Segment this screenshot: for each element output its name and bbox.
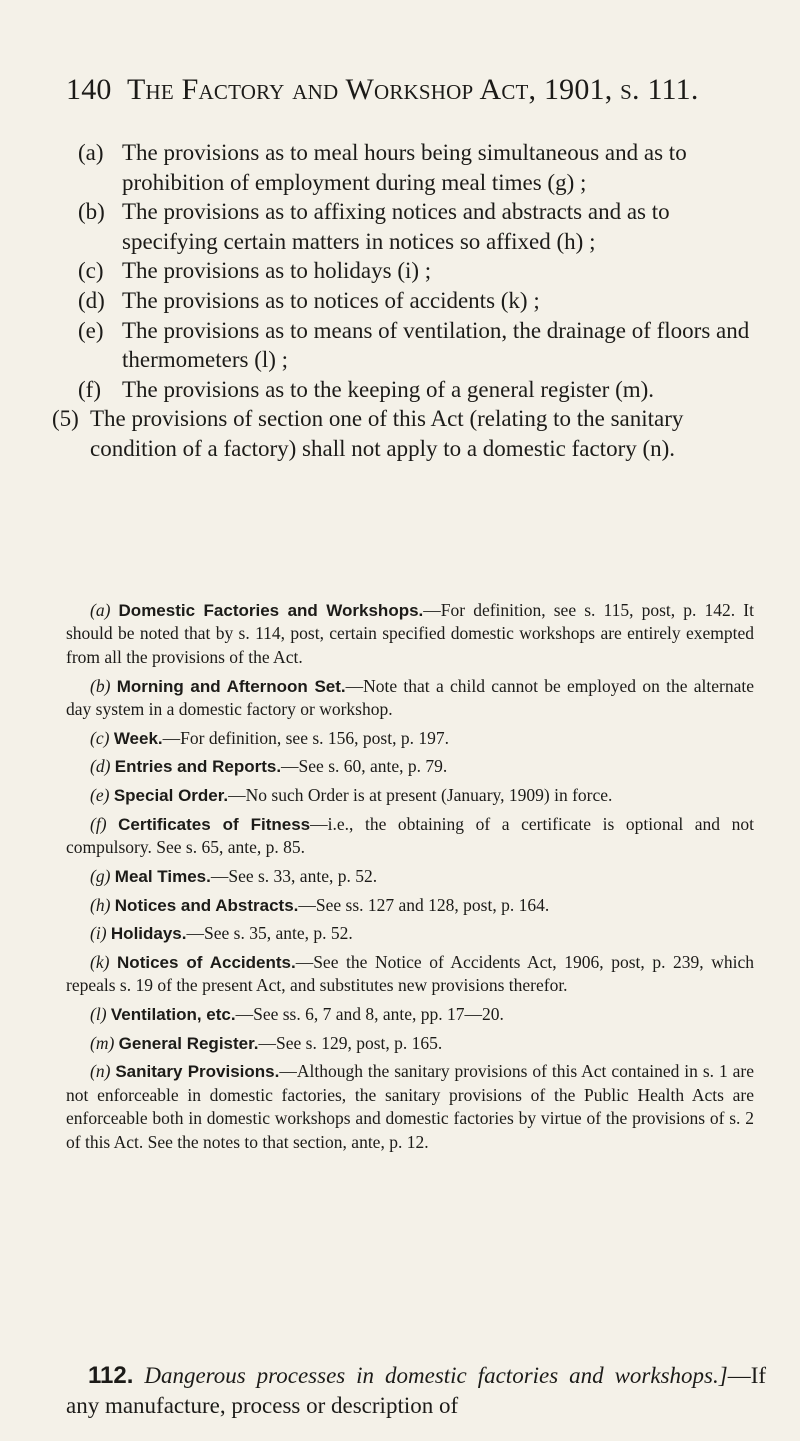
note-text: —See the Notice of Accidents Act, 1906, post, p. 239, which repeals s. 19 of the present Act, and substitutes new provisions therefor. [66,951,755,996]
footnote [66,1003,754,1026]
note-text: —Although the sanitary provisions of this Act contained in s. 1 are not enforceable in domestic factories, the sanitary provisions of the Public Health Acts are enforceable both in domestic workshops and domestic factories by virtue of the provisions of s. 2 of this Act. See the notes to that section, ante, p. 12. [66,1061,755,1152]
page-number: 140 [66,73,112,106]
item-text: The provisions as to notices of accidents (k) ; [122,287,540,313]
footnote [66,784,754,807]
item-number: (d) [78,287,105,313]
section-title: Dangerous processes in domestic factories and workshops.] [144,1363,728,1388]
note-mark: (a) [90,600,111,620]
item-number: (5) [52,406,79,432]
item-text: The provisions as to meal hours being simultaneous and as to prohibition of employment during meal times (g) ; [122,140,687,195]
item-text: The provisions as to holidays (i) ; [122,258,432,284]
item-text: The provisions of section one of this Act (relating to the sanitary condition of a factory) shall not apply to a domestic factory (n). [90,406,684,461]
note-mark: (d) [90,756,111,777]
footnote [66,727,754,750]
note-text: —See s. 60, ante, p. 79. [281,756,448,777]
list-item [78,256,758,286]
footnote [66,894,754,917]
note-text: —See s. 33, ante, p. 52. [210,865,378,886]
footnotes [66,599,754,1159]
note-heading: Morning and Afternoon Set. [116,676,346,696]
running-title: The Factory and Workshop Act, 1901, s. 111. [127,73,699,106]
provision-list [52,138,758,464]
section-112 [66,1361,766,1421]
note-text: —See ss. 127 and 128, post, p. 164. [298,894,550,915]
list-item [78,138,758,197]
note-heading: Notices and Abstracts. [114,895,299,915]
item-text: The provisions as to means of ventilation, the drainage of floors and thermometers (l) ; [122,317,750,373]
footnote [66,922,754,945]
note-heading: Meal Times. [114,866,211,886]
footnote [66,1060,754,1154]
note-text: —See ss. 6, 7 and 8, ante, pp. 17—20. [235,1004,504,1025]
note-mark: (i) [90,923,107,944]
footnote [66,813,754,860]
note-mark: (h) [90,894,111,915]
note-mark: (l) [90,1004,107,1025]
note-mark: (c) [90,727,110,748]
note-heading: General Register. [118,1033,259,1053]
note-heading: Entries and Reports. [114,757,282,777]
section-text: —If any manufacture, process or description of [66,1363,767,1418]
footnote [66,599,754,669]
item-text: The provisions as to the keeping of a general register (m). [122,376,655,402]
item-number: (f) [78,376,101,402]
note-heading: Domestic Factories and Workshops. [118,601,424,620]
item-number: (e) [78,317,104,343]
note-mark: (m) [90,1032,115,1053]
footnote [66,865,754,888]
note-text: —For definition, see s. 156, post, p. 197. [162,727,449,748]
list-item [52,404,758,463]
note-text: —Note that a child cannot be employed on the alternate day system in a domestic factory or workshop. [66,675,755,719]
note-text: —i.e., the obtaining of a certificate is optional and not compulsory. See s. 65, ante, p. 85. [66,813,754,858]
item-number: (c) [78,258,104,284]
note-heading: Special Order. [113,786,229,806]
note-text: —See s. 129, post, p. 165. [258,1032,443,1053]
item-number: (a) [78,140,104,165]
note-heading: Week. [113,728,163,748]
note-mark: (e) [90,785,110,806]
note-text: —For definition, see s. 115, post, p. 142. It should be noted that by s. 114, post, certain specified domestic workshops are entirely exempted from all the provisions of the Act. [66,600,754,667]
footnote [66,1032,754,1055]
note-mark: (g) [90,865,111,886]
note-mark: (f) [90,813,107,834]
item-number: (b) [78,199,105,225]
note-heading: Certificates of Fitness [118,814,311,834]
note-heading: Holidays. [110,924,187,944]
list-item [78,375,758,405]
footnote [66,951,754,998]
note-text: —See s. 35, ante, p. 52. [186,923,353,944]
footnote [66,675,754,722]
item-text: The provisions as to affixing notices and abstracts and as to specifying certain matters in notices so affixed (h) ; [122,199,670,254]
note-text: —No such Order is at present (January, 1909) in force. [228,785,613,806]
list-item [78,197,758,256]
note-heading: Notices of Accidents. [117,952,296,972]
footnote [66,755,754,778]
note-heading: Sanitary Provisions. [115,1062,280,1082]
note-mark: (b) [90,675,111,696]
list-item [78,316,758,375]
note-mark: (n) [90,1061,111,1082]
section-number: 112. [88,1362,134,1389]
note-mark: (k) [90,951,110,972]
note-heading: Ventilation, etc. [110,1005,236,1025]
running-header [66,73,766,107]
list-item [78,286,758,316]
